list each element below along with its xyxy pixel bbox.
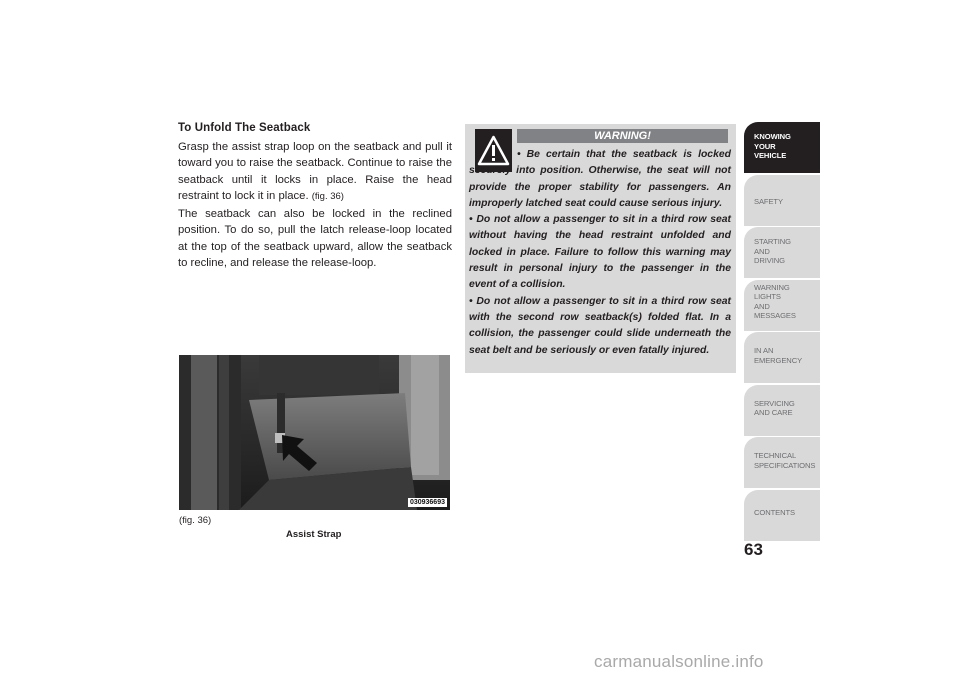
assist-strap-photo — [179, 355, 450, 510]
tab-safety[interactable] — [744, 175, 820, 226]
tab-servicing-and-care[interactable] — [744, 385, 820, 436]
tab-label: TECHNICAL SPECIFICATIONS — [754, 451, 816, 470]
tab-starting-and-driving[interactable] — [744, 227, 820, 278]
tab-knowing-your-vehicle[interactable] — [744, 122, 820, 173]
page-number: 63 — [744, 540, 763, 559]
tab-label: IN AN EMERGENCY — [754, 346, 803, 365]
tab-technical-specifications[interactable] — [744, 437, 820, 488]
tab-label: KNOWING YOUR VEHICLE — [754, 132, 791, 161]
image-code: 030936693 — [409, 499, 445, 506]
warning-box — [465, 124, 736, 373]
chapter-sidebar — [744, 122, 820, 542]
tab-label: SAFETY — [754, 196, 783, 206]
warning-item: • Do not allow a passenger to sit in a third row seat without having the head restraint unfolded and locked in place. Failure to follow this warning may result in personal injury to the passenger in the event of a collision. — [469, 214, 731, 291]
tab-label: CONTENTS — [754, 507, 795, 517]
warning-title: WARNING! — [517, 129, 728, 143]
tab-contents[interactable] — [744, 490, 820, 541]
warning-item: • Do not allow a passenger to sit in a third row seat with the second row seatback(s) folded flat. In a collision, the passenger could slide underneath the seat belt and be seriously or even fatally injured. — [469, 295, 731, 356]
tab-label: STARTING AND DRIVING — [754, 237, 791, 266]
tab-in-an-emergency[interactable] — [744, 332, 820, 383]
paragraph-recline: The seatback can also be locked in the reclined position. To do so, pull the latch release-loop located at the top of the seatback upward, allow the seatback to recline, and release the release-loop. — [178, 208, 452, 269]
photo-illustration — [179, 355, 450, 510]
figure-caption: Assist Strap — [286, 529, 342, 540]
figure-label: (fig. 36) — [179, 515, 212, 526]
watermark[interactable]: carmanualsonline.info — [594, 652, 764, 671]
section-heading: To Unfold The Seatback — [178, 122, 311, 134]
figure-reference[interactable]: (fig. 36) — [311, 190, 344, 202]
tab-label: SERVICING AND CARE — [754, 398, 795, 418]
paragraph-unfold-text: Grasp the assist strap loop on the seatback and pull it toward you to raise the seatback. Continue to raise the seatback until it locks in place. Raise the head restraint to lock it in place. — [178, 141, 452, 202]
paragraph-unfold — [178, 139, 452, 205]
tab-label: WARNING LIGHTS AND MESSAGES — [754, 282, 796, 321]
warning-text — [469, 147, 731, 359]
warning-item: • Be certain that the seatback is locked securely into position. Otherwise, the seat will not provide the proper stability for passengers. An improperly latched seat could cause serious injury. — [469, 149, 731, 209]
tab-warning-lights-and-messages[interactable] — [744, 280, 820, 331]
